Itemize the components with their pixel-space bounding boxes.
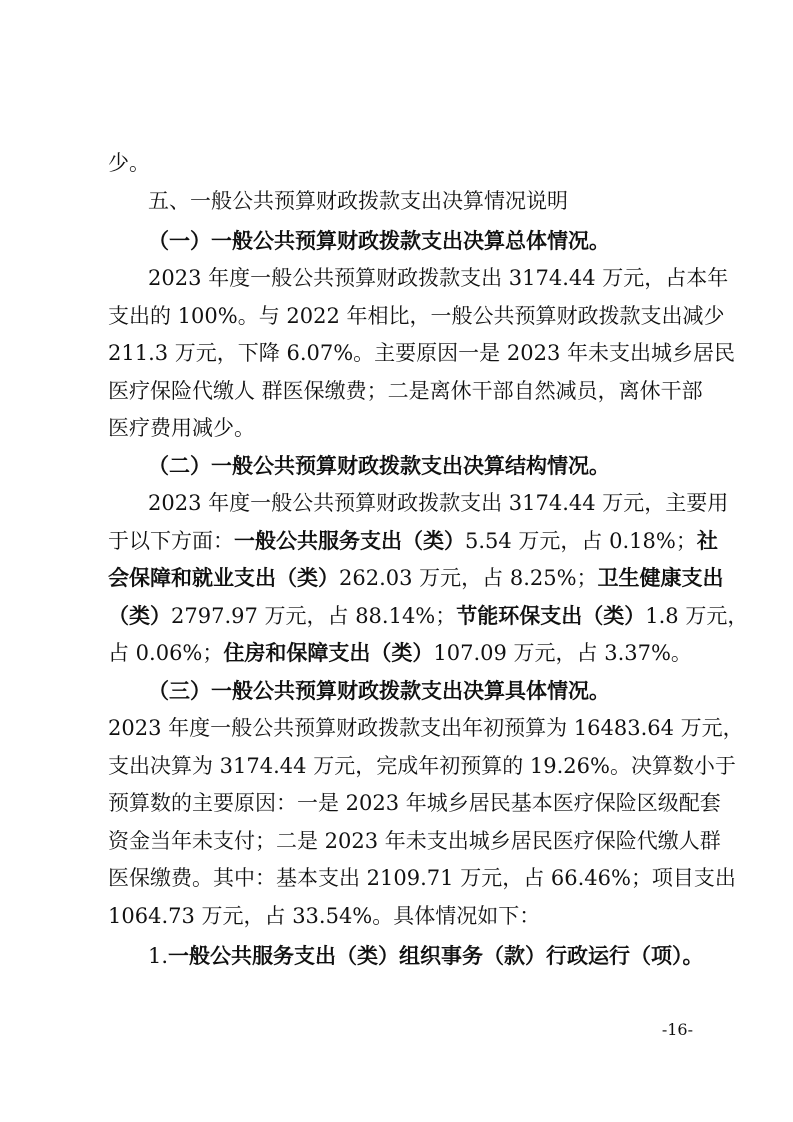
text-span: 2023 年度一般公共预算财政拨款支出 3174.44 万元，占本年 (148, 266, 729, 290)
category-energy-environment: 节能环保支出（类） (456, 604, 646, 628)
section-heading (148, 185, 694, 217)
paragraph-line (108, 525, 718, 557)
text-span: 医疗费用减少。 (108, 416, 255, 440)
paragraph-line (108, 562, 724, 594)
text-span: 少。 (108, 151, 150, 175)
text-span: 占 0.06%； (108, 641, 224, 665)
text-span: 支出的 100%。与 2022 年相比，一般公共预算财政拨款支出减少 (108, 304, 725, 328)
text-span: 2023 年度一般公共预算财政拨款支出 3174.44 万元，主要用 (148, 491, 729, 515)
subheading-detail (148, 675, 694, 707)
text-span: 1.8 万元， (645, 604, 749, 628)
text-span: 医疗保险代缴人 群医保缴费；二是离休干部自然减员，离休干部 (108, 379, 703, 403)
paragraph-line (108, 637, 694, 669)
paragraph-line (108, 900, 694, 932)
category-housing: 住房和保障支出（类） (223, 641, 434, 665)
category-health: 卫生健康支出 (597, 566, 724, 590)
section-heading-text: 五、一般公共预算财政拨款支出决算情况说明 (148, 189, 568, 213)
paragraph-line (108, 375, 703, 407)
category-social-security: 会保障和就业支出（类） (108, 566, 339, 590)
paragraph-line (108, 787, 721, 819)
paragraph-line (108, 712, 744, 744)
text-span: 5.54 万元，占 0.18%； (465, 529, 697, 553)
subheading-overall (148, 225, 694, 257)
text-span: 预算数的主要原因：一是 2023 年城乡居民基本医疗保险区级配套 (108, 791, 721, 815)
text-span: 107.09 万元，占 3.37%。 (433, 641, 692, 665)
text-span: 2797.97 万元，占 88.14%； (171, 604, 457, 628)
text-span: 资金当年未支付；二是 2023 年未支出城乡居民医疗保险代缴人群 (108, 829, 721, 853)
paragraph-line (148, 262, 729, 294)
text-span: 2023 年度一般公共预算财政拨款支出年初预算为 16483.64 万元， (108, 716, 744, 740)
item-title: 一般公共服务支出（类）组织事务（款）行政运行（项）。 (168, 944, 704, 968)
subheading-structure (148, 450, 694, 482)
paragraph-line (108, 750, 736, 782)
subheading-text: （三）一般公共预算财政拨款支出决算具体情况。 (148, 679, 610, 703)
page-number: -16- (661, 1020, 693, 1039)
paragraph-line (108, 337, 735, 369)
paragraph-line (108, 600, 749, 632)
text-span: 支出决算为 3174.44 万元，完成年初预算的 19.26%。决算数小于 (108, 754, 736, 778)
category-social-security-start: 社 (696, 529, 718, 553)
paragraph-line (148, 487, 729, 519)
text-line (108, 147, 694, 179)
item-number: 1. (148, 944, 169, 968)
category-general-public-services: 一般公共服务支出（类） (234, 529, 465, 553)
subheading-text: （二）一般公共预算财政拨款支出决算结构情况。 (148, 454, 610, 478)
paragraph-line (108, 412, 694, 444)
text-span: 1064.73 万元，占 33.54%。具体情况如下： (108, 904, 541, 928)
subheading-text: （一）一般公共预算财政拨款支出决算总体情况。 (148, 229, 610, 253)
paragraph-line (108, 300, 725, 332)
paragraph-line (108, 862, 736, 894)
text-span: 医保缴费。其中：基本支出 2109.71 万元，占 66.46%；项目支出 (108, 866, 736, 890)
category-health-end: （类） (108, 604, 171, 628)
text-span: 211.3 万元，下降 6.07%。主要原因一是 2023 年未支出城乡居民 (108, 341, 735, 365)
numbered-item (148, 940, 704, 972)
paragraph-line (108, 825, 721, 857)
text-span: 于以下方面： (108, 529, 234, 553)
text-span: 262.03 万元，占 8.25%； (339, 566, 598, 590)
